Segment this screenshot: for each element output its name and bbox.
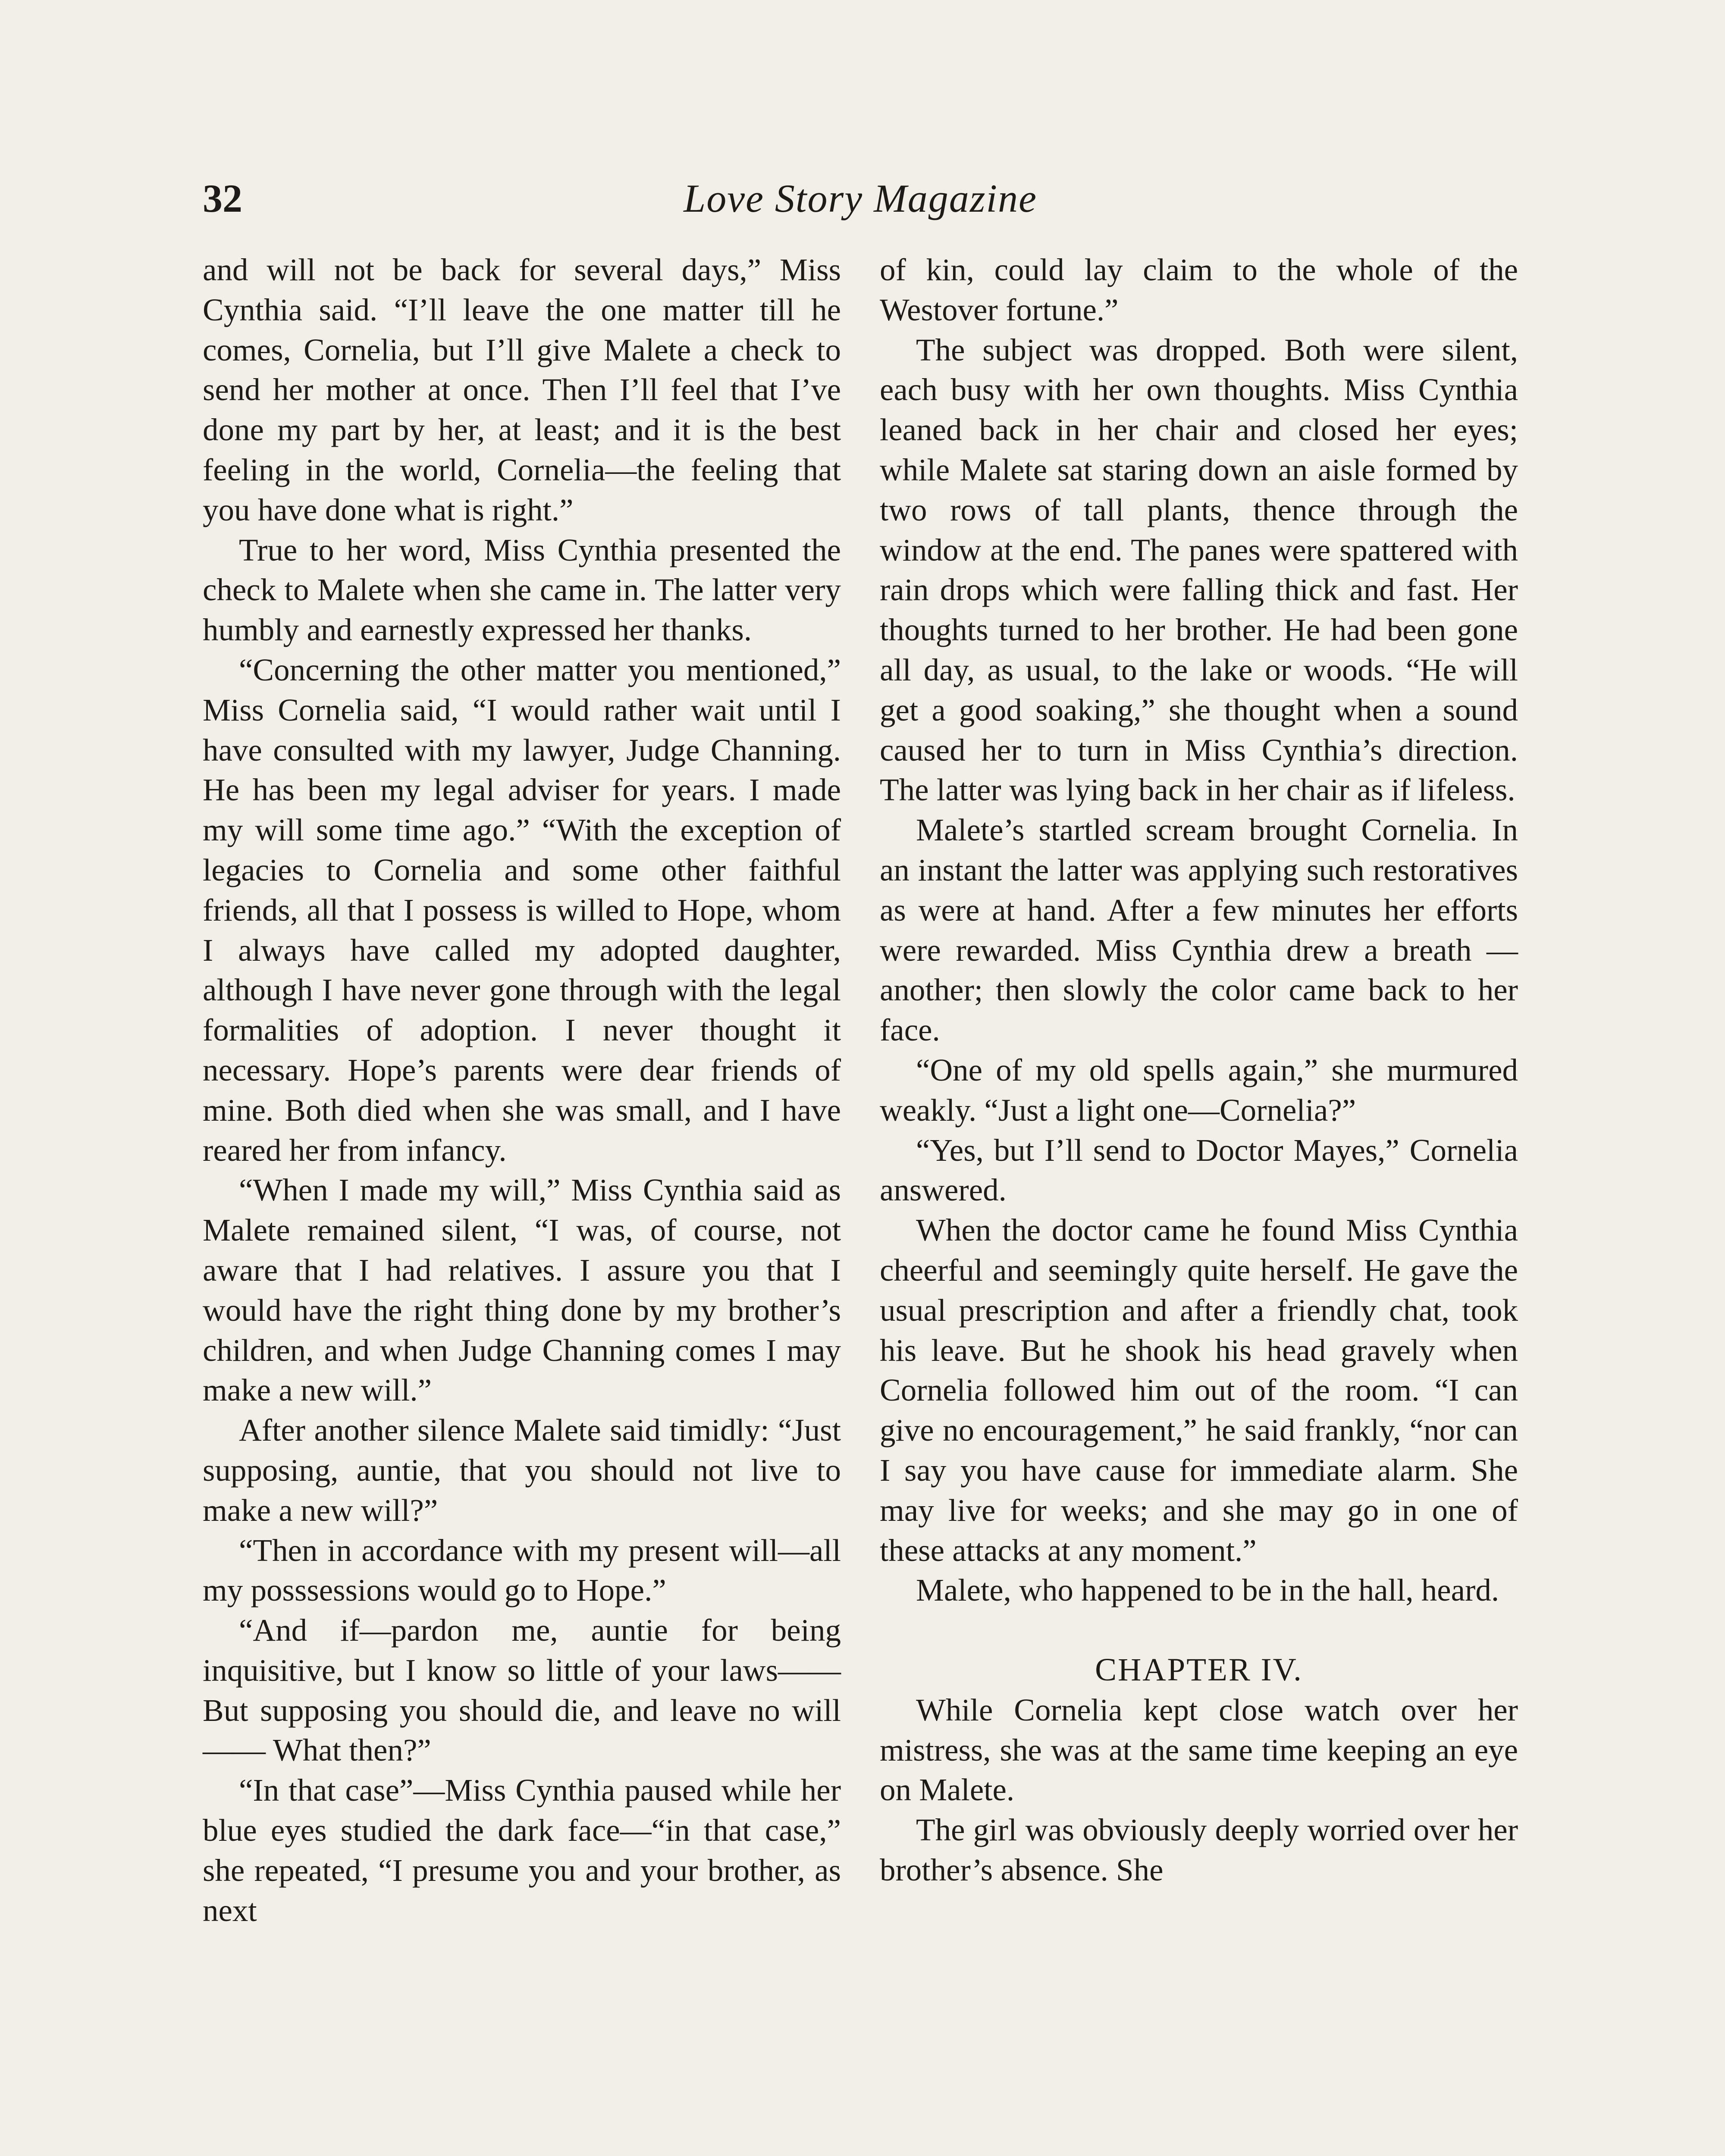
paragraph: True to her word, Miss Cynthia presented the check to Malete when she came in. The latter very humbly and earnestly expressed her thanks. bbox=[203, 532, 841, 648]
paragraph: After another silence Malete said timidly: “Just supposing, auntie, that you should not live to make a new will?” bbox=[203, 1413, 841, 1528]
paragraph: “And if—pardon me, auntie for being inquisitive, but I know so little of your laws—— But supposing you should die, and leave no will—— What then?” bbox=[203, 1613, 841, 1768]
left-column bbox=[203, 250, 841, 1930]
paragraph: “In that case”—Miss Cynthia paused while her blue eyes studied the dark face—“in that case,” she repeated, “I presume you and your brother, as next bbox=[203, 1773, 841, 1928]
running-title: Love Story Magazine bbox=[684, 176, 1037, 220]
paragraph: “One of my old spells again,” she murmured weakly. “Just a light one—Cornelia?” bbox=[880, 1052, 1518, 1128]
page-header bbox=[203, 168, 1518, 229]
paragraph: “Then in accordance with my present will—all my posssessions would go to Hope.” bbox=[203, 1532, 841, 1608]
paragraph: “Concerning the other matter you mentioned,” Miss Cornelia said, “I would rather wait until I have consulted with my lawyer, Judge Channing. He has been my legal adviser for years. I made my will some time ago.” “With the exception of legacies to Cornelia and some other faithful friends, all that I possess is willed to Hope, whom I always have called my adopted daughter, although I have never gone through with the legal formalities of adoption. I never thought it necessary. Hope’s parents were dear friends of mine. Both died when she was small, and I have reared her from infancy. bbox=[203, 652, 841, 1168]
paragraph: “When I made my will,” Miss Cynthia said as Malete remained silent, “I was, of course, not aware that I had relatives. I assure you that I would have the right thing done by my brother’s children, and when Judge Channing comes I may make a new will.” bbox=[203, 1172, 841, 1408]
paragraph: of kin, could lay claim to the whole of the Westover fortune.” bbox=[880, 252, 1518, 327]
paragraph: While Cornelia kept close watch over her mistress, she was at the same time keeping an eye on Malete. bbox=[880, 1692, 1518, 1808]
right-column bbox=[880, 250, 1518, 1890]
chapter-heading: CHAPTER IV. bbox=[1095, 1652, 1303, 1688]
paragraph: “Yes, but I’ll send to Doctor Mayes,” Cornelia answered. bbox=[880, 1132, 1518, 1208]
paragraph: Malete, who happened to be in the hall, heard. bbox=[916, 1573, 1499, 1608]
paragraph: Malete’s startled scream brought Cornelia. In an instant the latter was applying such restoratives as were at hand. After a few minutes her efforts were rewarded. Miss Cynthia drew a breath —another; then slowly the color came back to her face. bbox=[880, 812, 1518, 1048]
paragraph: The subject was dropped. Both were silent, each busy with her own thoughts. Miss Cynthia leaned back in her chair and closed her eyes; while Malete sat staring down an aisle formed by two rows of tall plants, thence through the window at the end. The panes were spattered with rain drops which were falling thick and fast. Her thoughts turned to her brother. He had been gone all day, as usual, to the lake or woods. “He will get a good soaking,” she thought when a sound caused her to turn in Miss Cynthia’s direction. The latter was lying back in her chair as if lifeless. bbox=[880, 332, 1518, 808]
page-number: 32 bbox=[203, 176, 242, 220]
paragraph: When the doctor came he found Miss Cynthia cheerful and seemingly quite herself. He gave the usual prescription and after a friendly chat, took his leave. But he shook his head gravely when Cornelia followed him out of the room. “I can give no encouragement,” he said frankly, “nor can I say you have cause for immediate alarm. She may live for weeks; and she may go in one of these attacks at any moment.” bbox=[880, 1213, 1518, 1568]
paragraph: and will not be back for several days,” Miss Cynthia said. “I’ll leave the one matter till he comes, Cornelia, but I’ll give Malete a check to send her mother at once. Then I’ll feel that I’ve done my part by her, at least; and it is the best feeling in the world, Cornelia—the feeling that you have done what is right.” bbox=[203, 252, 841, 527]
paragraph: The girl was obviously deeply worried over her brother’s absence. She bbox=[880, 1812, 1518, 1888]
